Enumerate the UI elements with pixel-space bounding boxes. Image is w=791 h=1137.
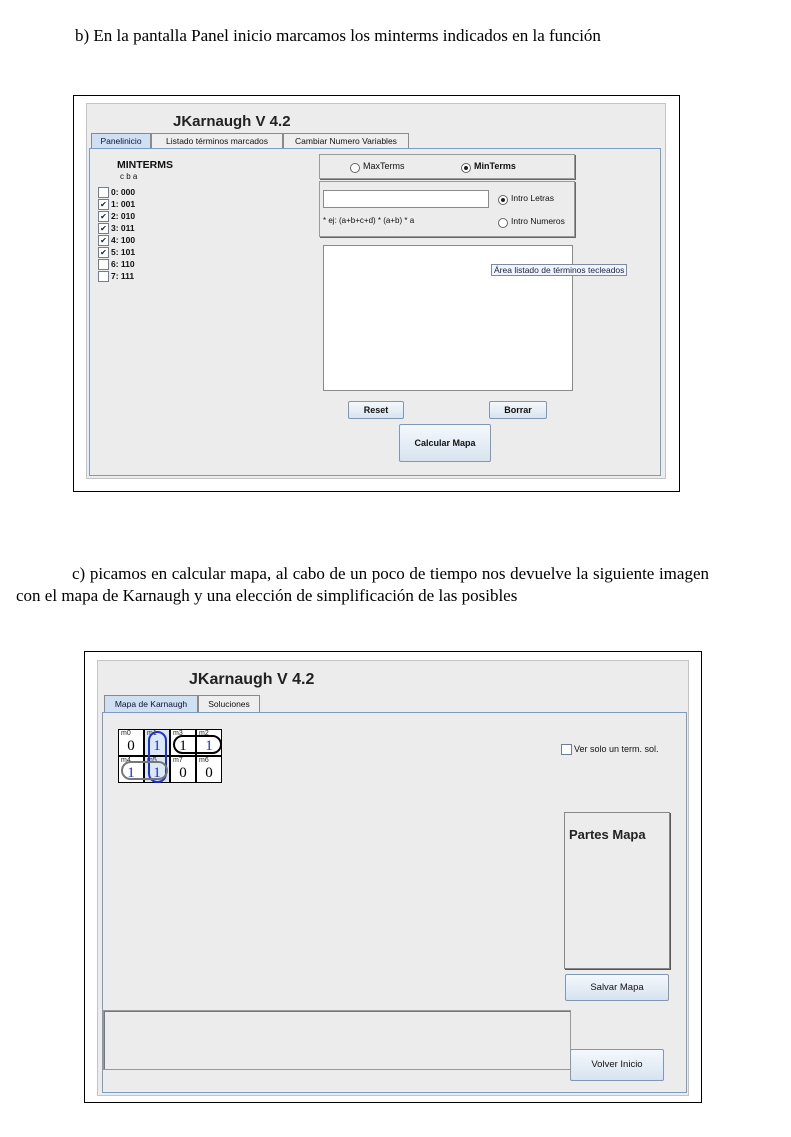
calcular-mapa-button[interactable]: Calcular Mapa	[399, 424, 491, 462]
kmap-cell-m0	[118, 729, 144, 756]
kmap-cell-m7	[170, 756, 196, 783]
kmap-cell-m6	[196, 756, 222, 783]
minterm-label: 7: 111	[111, 271, 135, 281]
tab-cambiar-variables[interactable]: Cambiar Numero Variables	[283, 133, 409, 148]
app-window-2	[97, 660, 689, 1096]
minterm-checkbox[interactable]: ✔	[98, 223, 109, 234]
minterm-label: 2: 010	[111, 211, 136, 221]
input-group	[319, 181, 575, 237]
tab-mapa-karnaugh[interactable]: Mapa de Karnaugh	[104, 695, 198, 712]
paragraph-c: c) picamos en calcular mapa, al cabo de un poco de tiempo nos devuelve la siguiente imagen con el mapa de Karnaugh y una elección de simplificación de las posibles	[16, 564, 709, 605]
screenshot-panel-inicio	[73, 95, 680, 492]
kmap-label-m6: m6	[199, 757, 209, 764]
minterm-checkbox[interactable]: ✔	[98, 199, 109, 210]
textarea-tooltip: Área listado de términos tecleados	[491, 264, 627, 276]
output-area	[103, 1010, 571, 1070]
minterm-checkbox[interactable]	[98, 259, 109, 270]
minterm-label: 1: 001	[111, 199, 136, 209]
kmap-label-m5: m5	[147, 757, 157, 764]
kmap-value-m2: 1	[205, 738, 213, 754]
screenshot-mapa-karnaugh	[84, 651, 702, 1103]
minterms-vars: c b a	[120, 172, 138, 181]
minterm-checkbox[interactable]: ✔	[98, 211, 109, 222]
maxterms-radio[interactable]	[350, 163, 360, 173]
minterm-label: 5: 101	[111, 247, 136, 257]
tab-panel	[89, 148, 661, 476]
minterm-label: 0: 000	[111, 187, 136, 197]
intro-numeros-radio[interactable]	[498, 218, 508, 228]
example-hint: * ej: (a+b+c+d) * (a+b) * a	[323, 216, 415, 225]
minterm-checkbox[interactable]	[98, 187, 109, 198]
kmap-label-m0: m0	[121, 730, 131, 737]
tab-soluciones[interactable]: Soluciones	[198, 695, 260, 712]
group-loop-m3-m2	[173, 735, 222, 754]
partes-mapa-panel	[564, 812, 670, 969]
kmap-value-m6: 0	[205, 765, 213, 781]
minterm-label: 3: 011	[111, 223, 135, 233]
ver-solo-un-term-label: Ver solo un term. sol.	[574, 744, 659, 754]
minterms-radio[interactable]	[461, 163, 471, 173]
tab-listado-terminos[interactable]: Listado términos marcados	[151, 133, 283, 148]
reset-button[interactable]: Reset	[348, 401, 404, 419]
paragraph-b: b) En la pantalla Panel inicio marcamos los minterms indicados en la función	[75, 26, 601, 45]
kmap-label-m3: m3	[173, 730, 183, 737]
borrar-button[interactable]: Borrar	[489, 401, 547, 419]
minterm-checkbox[interactable]: ✔	[98, 247, 109, 258]
minterms-title: MINTERMS	[117, 159, 173, 171]
tab-panel-inicio[interactable]: Panelinicio	[91, 133, 151, 148]
kmap-value-m3: 1	[179, 738, 187, 754]
kmap-value-m5: 1	[153, 765, 161, 781]
app-title-2: JKarnaugh V 4.2	[189, 671, 315, 688]
minterm-checkbox[interactable]	[98, 271, 109, 282]
minterm-label: 6: 110	[111, 259, 135, 269]
kmap-value-m4: 1	[127, 765, 135, 781]
salvar-mapa-button[interactable]: Salvar Mapa	[565, 974, 669, 1001]
maxterms-label: MaxTerms	[363, 161, 405, 171]
karnaugh-map	[118, 729, 224, 785]
tab-panel-2	[102, 712, 687, 1093]
partes-mapa-title: Partes Mapa	[569, 827, 646, 842]
volver-inicio-button[interactable]: Volver Inicio	[570, 1049, 664, 1081]
terms-input[interactable]	[323, 190, 489, 208]
intro-letras-radio[interactable]	[498, 195, 508, 205]
intro-numeros-label: Intro Numeros	[511, 216, 565, 226]
kmap-label-m4: m4	[121, 757, 131, 764]
app-window	[86, 103, 666, 479]
kmap-value-m7: 0	[179, 765, 187, 781]
kmap-value-m1: 1	[153, 738, 161, 754]
minterm-checkbox[interactable]: ✔	[98, 235, 109, 246]
kmap-label-m1: m1	[147, 730, 157, 737]
kmap-label-m2: m2	[199, 730, 209, 737]
minterms-label: MinTerms	[474, 161, 516, 171]
intro-letras-label: Intro Letras	[511, 193, 554, 203]
kmap-value-m0: 0	[127, 738, 135, 754]
app-title: JKarnaugh V 4.2	[173, 113, 291, 130]
ver-solo-un-term-checkbox[interactable]	[561, 744, 572, 755]
group-loop-m4-m5	[121, 761, 168, 780]
kmap-label-m7: m7	[173, 757, 183, 764]
term-type-group	[319, 154, 575, 179]
minterm-label: 4: 100	[111, 235, 136, 245]
